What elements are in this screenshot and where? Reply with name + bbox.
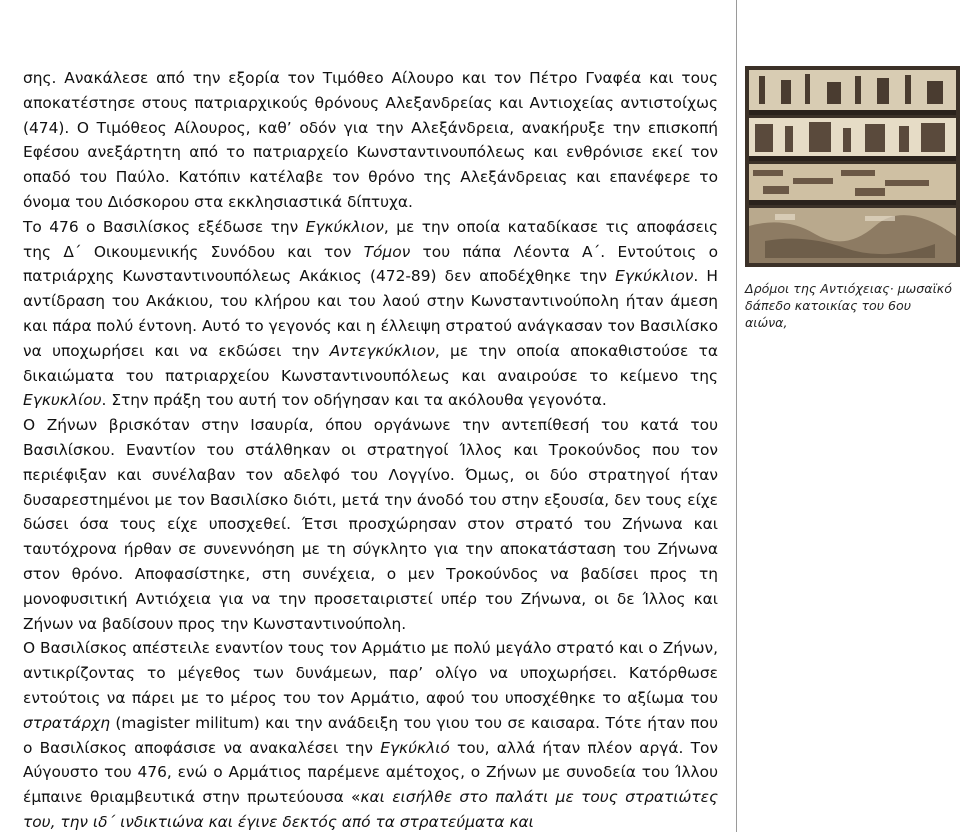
- paragraph: [23, 413, 718, 636]
- text-run: Το 476 ο Βασιλίσκος εξέδωσε την: [23, 217, 306, 236]
- text-run: . Η αντίδραση του Ακάκιου, του κλήρου και του λαού στην Κωνσταντινούπολη ήταν άμεση και πάρα πολύ έντονη. Αυτό το γεγονός και η έλλειψη στρατού ανάγκασαν τον Βασιλίσκο να υποχωρήσει και να εκδώσει την: [23, 267, 719, 360]
- italic-text: Εγκύκλιον: [305, 217, 384, 236]
- italic-text: Εγκυκλίου: [23, 391, 102, 410]
- paragraph: [23, 636, 718, 834]
- italic-text: Τόμον: [363, 242, 411, 261]
- text-run: , με την οποία καταδίκασε τις αποφάσεις της Δ΄ Οικουμενικής Συνόδου και τον: [23, 217, 718, 261]
- paragraph: [23, 215, 718, 413]
- paragraph: [23, 66, 718, 215]
- text-run: , με την οποία αποκαθιστούσε τα δικαιώματα του πατριαρχείου Κωνσταντινουπόλεως και αναιρούσε το κείμενο της: [23, 341, 718, 385]
- image-caption: Δρόμοι της Αντιόχειας· μωσαϊκό δάπεδο κατοικίας του 6ου αιώνα,: [745, 281, 952, 330]
- text-run: Ο Ζήνων βρισκόταν στην Ισαυρία, όπου οργάνωνε την αντεπίθεσή του κατά του Βασιλίσκου. Εναντίον του στάλθηκαν οι στρατηγοί Ίλλος και Τροκούνδος που τον περιέφιξαν και συνέλαβαν τον αδελφό του Λογγίνο. Όμως, οι δύο στρατηγοί ήταν δυσαρεστημένοι με τον Βασιλίσκο διότι, μετά την άνοδό του στην εξουσία, δεν τους είχε δώσει όσα τους είχε υποσχεθεί. Έτσι προσχώρησαν στον στρατό του Ζήνωνα και ταυτόχρονα ήρθαν σε συνεννόηση με τη σύγκλητο για την αποκατάσταση του Ζήνωνα στον θρόνο. Αποφασίστηκε, στη συνέχεια, ο μεν Τροκούνδος να βαδίσει προς τη μονοφυσιτική Αντιόχεια για να την προσεταιριστεί υπέρ του Ζήνωνα, οι δε Ίλλος και Ζήνων να βαδίσουν προς την Κωνσταντινούπολη.: [23, 416, 718, 633]
- italic-text: και εισήλθε στο παλάτι με τους στρατιώτες του, την ιδ΄ ινδικτιώνα και έγινε δεκτός από τα στρατεύματα και: [23, 788, 718, 831]
- mosaic-image: [745, 66, 960, 267]
- text-run: . Στην πράξη του αυτή τον οδήγησαν και τα ακόλουθα γεγονότα.: [101, 391, 607, 410]
- italic-text: Αντεγκύκλιον: [329, 341, 435, 360]
- article-body: [23, 66, 718, 835]
- italic-text: στρατάρχη: [23, 713, 110, 732]
- text-run: (magister militum) και την ανάδειξη του γιου του σε καισαρα. Τότε ήταν που ο Βασιλίσκος αποφάσισε να ανακαλέσει την: [23, 713, 718, 757]
- text-run: σης. Ανακάλεσε από την εξορία τον Τιμόθεο Αίλουρο και τον Πέτρο Γναφέα και τους αποκατέστησε στους πατριαρχικούς θρόνους Αλεξανδρείας και Αντιοχείας αντιστοίχως (474). Ο Τιμόθεος Αίλουρος, καθ’ οδόν για την Αλεξάνδρεια, ανακήρυξε την επισκοπή Εφέσου ανεξάρτητη από το πατριαρχείο Κωνσταντινουπόλεως και ενθρόνισε εκεί τον οπαδό του Παύλο. Κατόπιν κατέλαβε τον θρόνο της Αλεξάνδρειας και επανέφερε το όνομα του Διόσκορου στα εκκλησιαστικά δίπτυχα.: [23, 69, 718, 211]
- italic-text: Εγκύκλιον: [615, 267, 694, 286]
- column-divider: [736, 0, 737, 832]
- italic-text: Εγκύκλιό: [380, 738, 450, 757]
- text-run: Ο Βασιλίσκος απέστειλε εναντίον τους τον Αρμάτιο με πολύ μεγάλο στρατό και ο Ζήνων, αντικρίζοντας το μέγεθος των δυνάμεων, παρ’ ολίγο να υποχωρήσει. Κατόρθωσε εντούτοις να πάρει με το μέρος του τον Αρμάτιο, αφού του υποσχέθηκε το αξίωμα του: [23, 639, 718, 707]
- text-run: του πάπα Λέοντα Α΄. Εντούτοις ο πατριάρχης Κωνσταντινουπόλεως Ακάκιος (472-89) δεν αποδέχθηκε την: [23, 242, 719, 286]
- text-run: του, αλλά ήταν πλέον αργά. Τον Αύγουστο του 476, ενώ ο Αρμάτιος παρέμενε αμέτοχος, ο Ζήνων με συνοδεία του Ίλλου έμπαινε θριαμβευτικά στην πρωτεύουσα «: [23, 738, 718, 807]
